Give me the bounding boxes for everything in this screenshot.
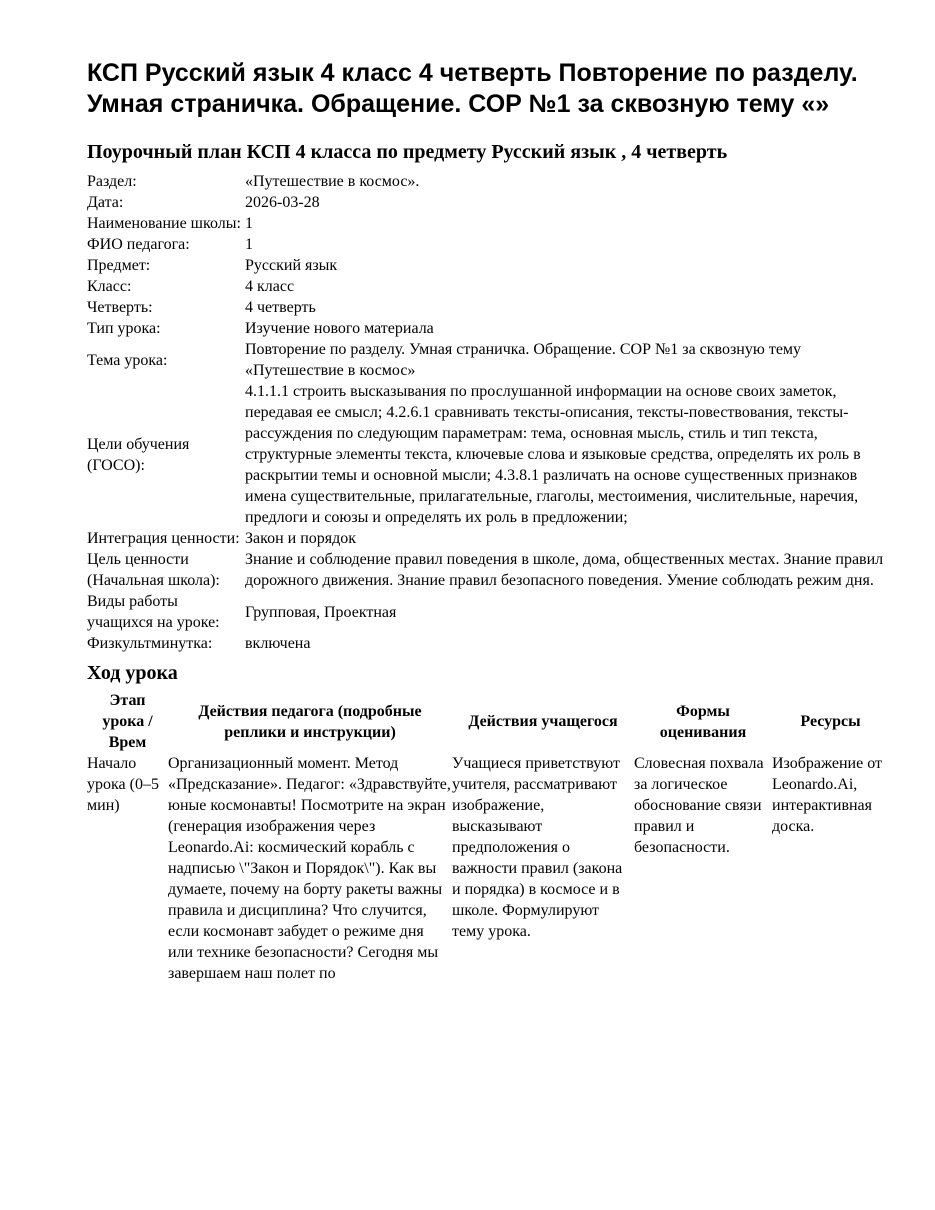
info-label: ФИО педагога: <box>87 236 190 253</box>
info-row-date <box>87 192 889 213</box>
info-row-quarter <box>87 297 889 318</box>
column-header-teacher-actions: Действия педагога (подробные реплики и инструкции) <box>198 702 422 741</box>
lesson-info-table <box>87 171 889 654</box>
table-row <box>87 753 889 984</box>
info-label: Физкультминутка: <box>87 635 213 652</box>
column-header-stage: Этап урока / Врем <box>102 692 153 751</box>
info-value: 1 <box>245 236 253 253</box>
cell-resources: Изображение от Leonardo.Ai, интерактивная доска. <box>772 755 882 835</box>
info-value: Закон и порядок <box>245 530 357 547</box>
info-value: Русский язык <box>245 257 338 274</box>
cell-assessment: Словесная похвала за логическое обоснование связи правил и безопасности. <box>634 755 764 856</box>
plan-heading: Поурочный план КСП 4 класса по предмету Русский язык , 4 четверть <box>87 141 728 163</box>
info-value: «Путешествие в космос». <box>245 173 420 190</box>
info-label: Тема урока: <box>87 351 168 369</box>
info-label: Виды работы учащихся на уроке: <box>87 593 220 631</box>
info-row-value-goal <box>87 549 889 591</box>
info-value: Групповая, Проектная <box>245 603 397 621</box>
info-label: Предмет: <box>87 257 151 274</box>
lesson-table-header-row <box>87 690 889 753</box>
info-label: Цели обучения (ГОСО): <box>87 435 190 474</box>
info-value: включена <box>245 635 311 652</box>
cell-stage: Начало урока (0–5 мин) <box>87 755 159 814</box>
info-row-lesson-type <box>87 318 889 339</box>
cell-student-actions: Учащиеся приветствуют учителя, рассматривают изображение, высказывают предположения о важности правил (закона и порядка) в космосе и в школе. Формулируют тему урока. <box>452 755 623 940</box>
info-row-exercise <box>87 633 889 654</box>
lesson-heading: Ход урока <box>87 662 178 684</box>
info-label: Цель ценности (Начальная школа): <box>87 551 220 589</box>
info-row-section <box>87 171 889 192</box>
info-row-grade <box>87 276 889 297</box>
column-header-assessment: Формы оценивания <box>659 702 747 741</box>
document-title: КСП Русский язык 4 класс 4 четверть Повторение по разделу. Умная страничка. Обращение. СОР №1 за сквозную тему «» <box>87 59 858 118</box>
info-label: Наименование школы: <box>87 215 241 232</box>
info-row-school <box>87 213 889 234</box>
info-value: Знание и соблюдение правил поведения в школе, дома, общественных местах. Знание правил дорожного движения. Знание правил безопасного поведения. Умение соблюдать режим дня. <box>245 551 884 589</box>
lesson-flow-table <box>87 690 889 984</box>
info-row-values <box>87 528 889 549</box>
info-value: Повторение по разделу. Умная страничка. Обращение. СОР №1 за сквозную тему «Путешествие в космос» <box>245 341 802 379</box>
info-label: Тип урока: <box>87 320 161 337</box>
info-label: Класс: <box>87 278 132 295</box>
info-value: 2026-03-28 <box>245 194 320 211</box>
info-row-topic <box>87 339 889 381</box>
info-value: 4 класс <box>245 278 295 295</box>
info-row-subject <box>87 255 889 276</box>
column-header-resources: Ресурсы <box>800 713 861 730</box>
info-value: Изучение нового материала <box>245 320 434 337</box>
info-value: 1 <box>245 215 253 232</box>
info-row-objectives <box>87 381 889 528</box>
cell-teacher-actions: Организационный момент. Метод «Предсказание». Педагог: «Здравствуйте, юные космонавты! Посмотрите на экран (генерация изображения через Leonardo.Ai: космический корабль с надписью \"Закон и Порядок\"). Как вы думаете, почему на борту ракеты важны правила и дисциплина? Что случится, если космонавт забудет о режиме дня или технике безопасности? Сегодня мы завершаем наш полет по <box>168 755 451 982</box>
info-label: Раздел: <box>87 173 137 190</box>
info-value: 4 четверть <box>245 299 316 316</box>
info-label: Дата: <box>87 194 124 211</box>
info-label: Четверть: <box>87 299 153 316</box>
info-row-work-types <box>87 591 889 633</box>
column-header-student-actions: Действия учащегося <box>468 713 618 730</box>
info-value: 4.1.1.1 строить высказывания по прослушанной информации на основе своих заметок, передавая ее смысл; 4.2.6.1 сравнивать тексты-описания, тексты-повествования, тексты-рассуждения по следующим параметрам: тема, основная мысль, стиль и тип текста, структурные элементы текста, ключевые слова и языковые средства, определять их роль в раскрытии темы и основной мысли; 4.3.8.1 различать на основе существенных признаков имена существительные, прилагательные, глаголы, местоимения, числительные, наречия, предлоги и союзы и определять их роль в предложении; <box>245 383 861 526</box>
info-row-teacher <box>87 234 889 255</box>
document-page <box>87 58 889 984</box>
info-label: Интеграция ценности: <box>87 530 240 547</box>
